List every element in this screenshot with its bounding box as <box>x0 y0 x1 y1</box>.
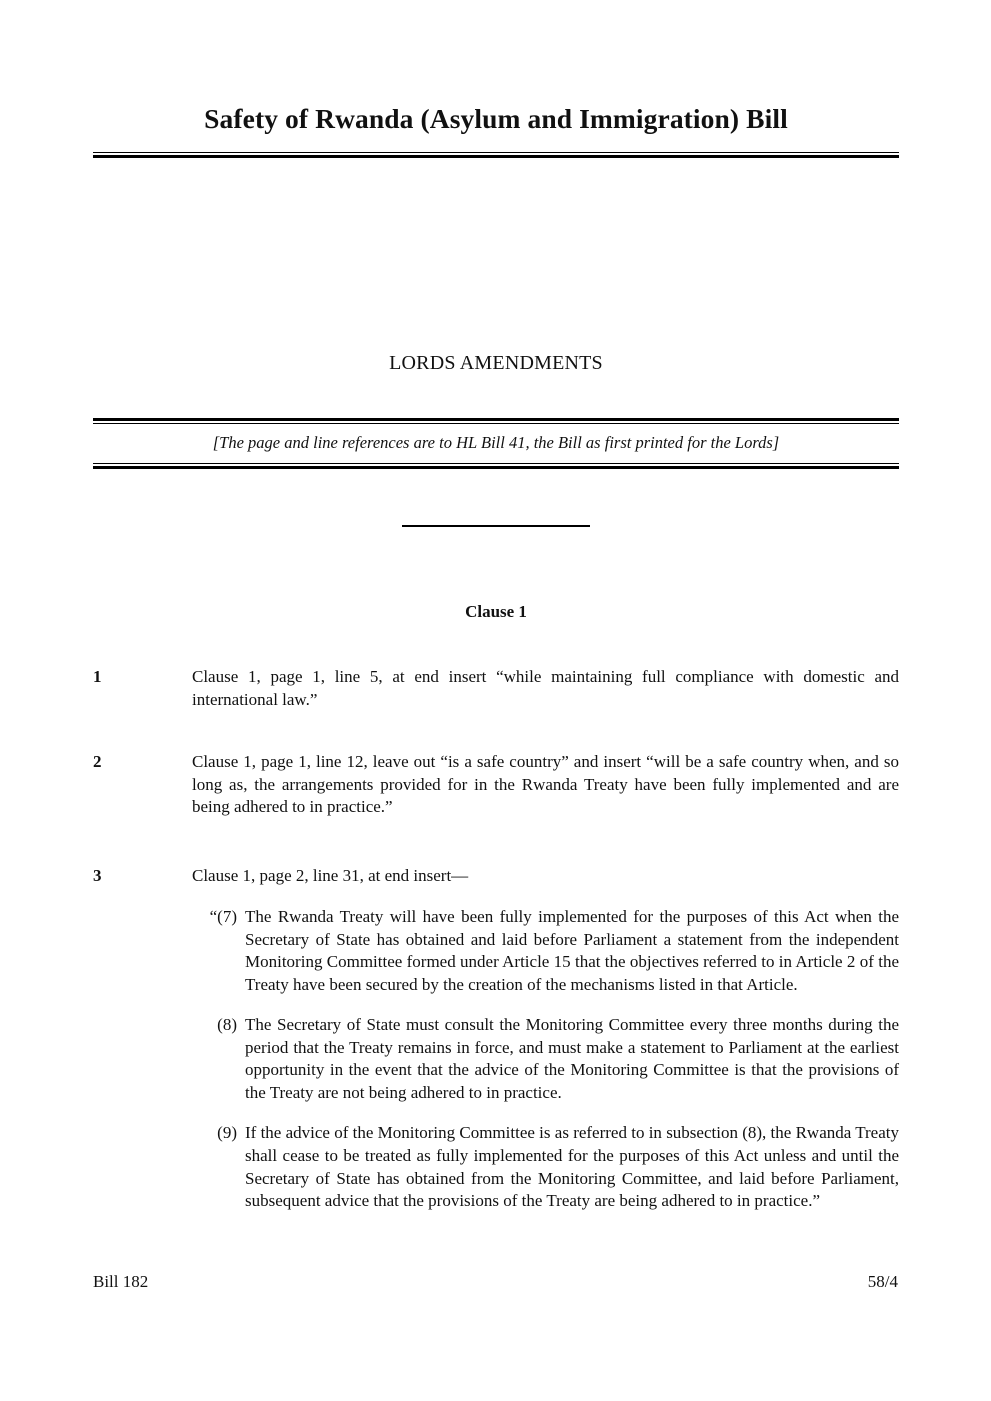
amendment-number: 3 <box>93 866 102 886</box>
subparagraph-marker: “(7) <box>209 906 237 926</box>
page-footer <box>93 1272 898 1292</box>
subparagraph-item <box>192 1122 899 1213</box>
amendment-number: 1 <box>93 667 102 687</box>
amendment-text: Clause 1, page 1, line 5, at end insert “while maintaining full compliance with domestic and international law.” <box>192 667 899 709</box>
short-horizontal-rule <box>402 525 590 527</box>
subparagraph-list <box>192 888 899 1213</box>
subparagraph-text: If the advice of the Monitoring Committee is as referred to in subsection (8), the Rwanda Treaty shall cease to be treated as fully implemented for the purposes of this Act unless and until the Secretary of State has obtained from the Monitoring Committee, and laid before Parliament, subsequent advice that the provisions of the Treaty are being adhered to in practice.” <box>245 1123 899 1211</box>
amendments-list <box>93 622 899 1213</box>
reference-note-box <box>93 418 899 470</box>
page-title: Safety of Rwanda (Asylum and Immigration) Bill <box>204 103 788 134</box>
clause-heading: Clause 1 <box>465 602 527 622</box>
amendment-item <box>93 865 899 1213</box>
amendment-text: Clause 1, page 2, line 31, at end insert— <box>192 866 469 886</box>
subparagraph-item <box>192 1014 899 1105</box>
subparagraph-item <box>192 906 899 997</box>
page-content <box>93 0 899 1236</box>
section-separator <box>93 469 899 543</box>
subparagraph-text: The Rwanda Treaty will have been fully implemented for the purposes of this Act when the Secretary of State has obtained and laid before Parliament a statement from the independent Monitoring Committee formed under Article 15 that the objectives referred to in Article 2 of the Treaty have been secured by the creation of the mechanisms listed in that Article. <box>245 906 899 995</box>
footer-bill-number: Bill 182 <box>93 1272 149 1291</box>
amendment-number: 2 <box>93 752 102 772</box>
amendment-item <box>93 666 899 711</box>
amendment-item <box>93 751 899 818</box>
subparagraph-marker: (9) <box>217 1123 237 1142</box>
section-heading: LORDS AMENDMENTS <box>389 351 603 374</box>
reference-note-text: [The page and line references are to HL Bill 41, the Bill as first printed for the Lords] <box>212 432 780 452</box>
subparagraph-text: The Secretary of State must consult the Monitoring Committee every three months during the period that the Treaty remains in force, and must make a statement to Parliament at the earliest opportunity in the event that the advice of the Monitoring Committee is that the provisions of the Treaty are not being adhered to in practice. <box>245 1014 899 1103</box>
amendment-text: Clause 1, page 1, line 12, leave out “is a safe country” and insert “will be a safe country when, and so long as, the arrangements provided for in the Rwanda Treaty have been fully implemented and are being adhered to in practice.” <box>192 752 899 816</box>
subparagraph-marker: (8) <box>217 1014 237 1034</box>
footer-page-reference: 58/4 <box>867 1272 898 1291</box>
